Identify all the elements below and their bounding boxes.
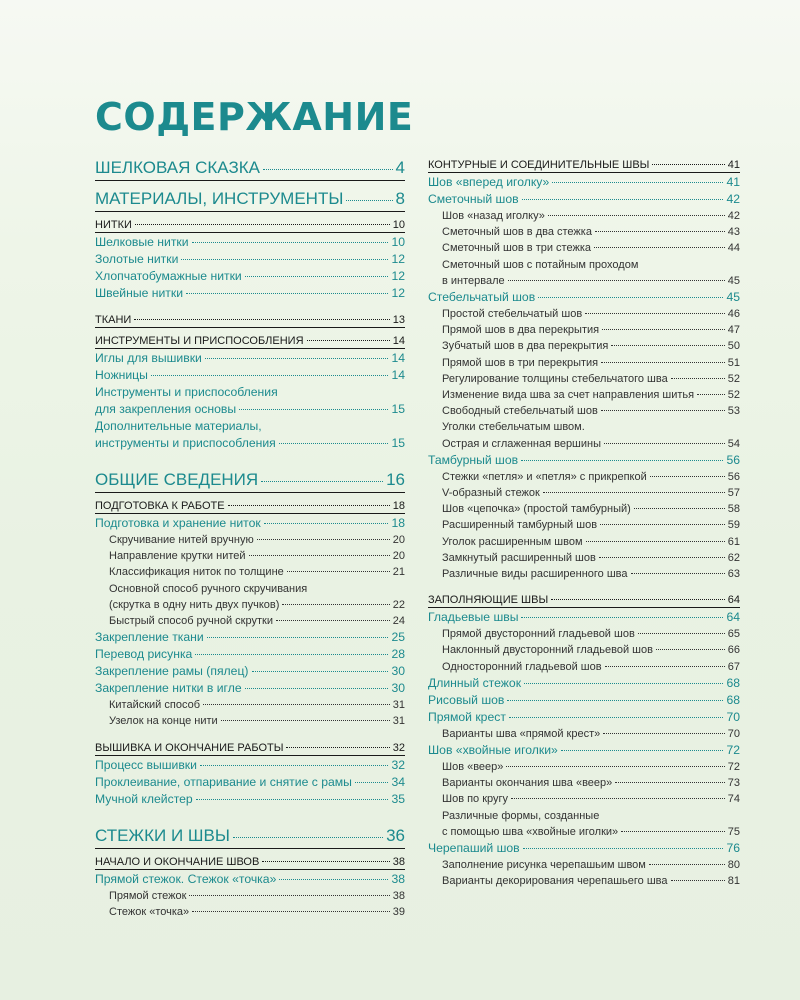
toc-item[interactable] xyxy=(428,257,740,289)
toc-item[interactable] xyxy=(428,566,740,582)
toc-item[interactable] xyxy=(428,338,740,354)
toc-label: Сметочный шов в два стежка xyxy=(442,226,592,239)
toc-label: ТКАНИ xyxy=(95,314,132,326)
toc-item[interactable] xyxy=(428,808,740,840)
toc-page: 64 xyxy=(727,594,740,607)
toc-subsection[interactable] xyxy=(95,285,405,302)
toc-label: Скручивание нитей вручную xyxy=(109,534,254,546)
toc-label: Шов «веер» xyxy=(442,761,504,774)
page-title: СОДЕРЖАНИЕ xyxy=(95,95,414,139)
toc-subsection[interactable] xyxy=(95,367,405,384)
toc-item[interactable] xyxy=(95,713,405,729)
toc-item[interactable] xyxy=(428,419,740,451)
toc-label: Хлопчатобумажные нитки xyxy=(95,269,242,283)
toc-page: 10 xyxy=(391,235,405,249)
toc-section[interactable] xyxy=(95,468,405,493)
toc-subsection[interactable] xyxy=(95,251,405,268)
toc-page: 35 xyxy=(391,791,405,806)
toc-page: 10 xyxy=(392,219,405,231)
toc-page: 31 xyxy=(392,715,405,728)
toc-item[interactable] xyxy=(428,240,740,256)
toc-label: Ножницы xyxy=(95,368,148,382)
toc-page: 41 xyxy=(727,159,740,171)
toc-item[interactable] xyxy=(428,355,740,371)
toc-subsection[interactable] xyxy=(428,709,740,726)
toc-subsection[interactable] xyxy=(95,268,405,285)
toc-page: 52 xyxy=(727,389,740,402)
toc-item[interactable] xyxy=(428,775,740,791)
toc-label: Стежок «точка» xyxy=(109,905,190,918)
toc-page: 62 xyxy=(727,551,740,564)
toc-label: Золотые нитки xyxy=(95,252,179,266)
toc-page: 38 xyxy=(392,889,405,902)
toc-page: 44 xyxy=(727,242,740,255)
toc-page: 81 xyxy=(727,875,740,888)
toc-label: Стебельчатый шов xyxy=(428,290,536,305)
toc-label: Стежки «петля» и «петля» с прикрепкой xyxy=(442,470,647,483)
toc-label: Быстрый способ ручной скрутки xyxy=(109,615,273,628)
toc-subsection[interactable] xyxy=(95,871,405,888)
toc-item[interactable] xyxy=(95,613,405,629)
toc-section[interactable] xyxy=(95,187,405,212)
toc-label: Направление крутки нитей xyxy=(109,550,246,563)
toc-label: Иглы для вышивки xyxy=(95,351,202,365)
toc-label: Уголок расширенным швом xyxy=(442,535,583,548)
toc-page: 15 xyxy=(391,436,405,450)
toc-subsection[interactable] xyxy=(95,234,405,251)
toc-label: с помощью шва «хвойные иголки» xyxy=(442,825,619,838)
toc-label: Острая и сглаженная вершины xyxy=(442,437,602,450)
toc-label: ИНСТРУМЕНТЫ И ПРИСПОСОБЛЕНИЯ xyxy=(95,335,304,347)
toc-page: 47 xyxy=(727,324,740,337)
toc-item[interactable] xyxy=(95,697,405,713)
toc-page: 58 xyxy=(727,503,740,516)
toc-page: 25 xyxy=(391,630,405,645)
toc-label: инструменты и приспособления xyxy=(95,436,276,450)
toc-page: 14 xyxy=(391,368,405,382)
toc-page: 12 xyxy=(391,252,405,266)
toc-label: ШЕЛКОВАЯ СКАЗКА xyxy=(95,158,260,177)
toc-page: 13 xyxy=(392,314,405,326)
toc-subsection[interactable] xyxy=(95,680,405,697)
toc-label: КОНТУРНЫЕ И СОЕДИНИТЕЛЬНЫЕ ШВЫ xyxy=(428,159,650,171)
toc-item[interactable] xyxy=(428,759,740,775)
toc-page: 30 xyxy=(391,664,405,679)
toc-page: 68 xyxy=(726,675,740,690)
toc-label: (скрутка в одну нить двух пучков) xyxy=(109,598,280,611)
toc-page: 41 xyxy=(726,175,740,189)
toc-page: 74 xyxy=(727,793,740,806)
toc-item[interactable] xyxy=(428,517,740,533)
toc-label: Различные виды расширенного шва xyxy=(442,568,628,581)
toc-subsection[interactable] xyxy=(428,675,740,692)
toc-label: Уголки стебельчатым швом. xyxy=(442,421,585,434)
toc-item[interactable] xyxy=(428,485,740,501)
toc-label: ЗАПОЛНЯЮЩИЕ ШВЫ xyxy=(428,594,549,607)
toc-subsection[interactable] xyxy=(95,629,405,646)
toc-label: V-образный стежок xyxy=(442,487,540,500)
toc-label: Проклеивание, отпаривание и снятие с рамы xyxy=(95,774,352,789)
toc-label: Дополнительные материалы, xyxy=(95,419,262,433)
toc-page: 63 xyxy=(727,568,740,581)
toc-page: 32 xyxy=(392,741,405,754)
toc-item[interactable] xyxy=(95,564,405,580)
toc-item[interactable] xyxy=(428,501,740,517)
toc-subsection[interactable] xyxy=(428,692,740,709)
toc-page: 51 xyxy=(727,356,740,369)
toc-label: Шов «цепочка» (простой тамбурный) xyxy=(442,503,631,516)
toc-page: 56 xyxy=(727,470,740,483)
toc-page: 43 xyxy=(727,226,740,239)
toc-item[interactable] xyxy=(95,904,405,920)
toc-page: 32 xyxy=(391,757,405,772)
toc-page: 16 xyxy=(386,470,405,489)
toc-page: 42 xyxy=(727,210,740,222)
toc-item[interactable] xyxy=(428,322,740,338)
toc-page: 66 xyxy=(727,644,740,657)
toc-label: Варианты шва «прямой крест» xyxy=(442,727,601,740)
toc-page: 80 xyxy=(727,859,740,872)
toc-label: Инструменты и приспособления xyxy=(95,385,278,399)
toc-page: 20 xyxy=(392,550,405,563)
toc-label: Шов по кругу xyxy=(442,793,509,806)
toc-page: 65 xyxy=(727,628,740,641)
toc-page: 52 xyxy=(727,372,740,385)
toc-label: СТЕЖКИ И ШВЫ xyxy=(95,825,230,845)
toc-subsection[interactable] xyxy=(428,191,740,208)
toc-label: Перевод рисунка xyxy=(95,647,193,662)
toc-page: 18 xyxy=(392,500,405,512)
toc-item[interactable] xyxy=(428,726,740,742)
toc-page: 70 xyxy=(727,727,740,740)
toc-page: 15 xyxy=(391,402,405,416)
toc-left-column xyxy=(95,156,405,920)
toc-page: 12 xyxy=(391,286,405,300)
toc-section[interactable] xyxy=(95,156,405,181)
toc-page: 76 xyxy=(726,841,740,856)
toc-label: Основной способ ручного скручивания xyxy=(109,582,308,595)
toc-subsection[interactable] xyxy=(95,663,405,680)
toc-page: 28 xyxy=(391,647,405,662)
toc-subsection[interactable] xyxy=(95,774,405,791)
toc-page: 64 xyxy=(726,610,740,625)
toc-item[interactable] xyxy=(428,208,740,224)
toc-label: Длинный стежок xyxy=(428,675,522,690)
toc-page: 56 xyxy=(726,452,740,467)
toc-label: Различные формы, созданные xyxy=(442,809,600,822)
toc-item[interactable] xyxy=(428,642,740,658)
toc-page: 45 xyxy=(727,274,740,287)
toc-label: Процесс вышивки xyxy=(95,757,197,772)
toc-label: Черепаший шов xyxy=(428,841,520,856)
toc-item[interactable] xyxy=(428,873,740,889)
toc-label: Тамбурный шов xyxy=(428,452,519,467)
toc-page: 53 xyxy=(727,405,740,418)
toc-label: НАЧАЛО И ОКОНЧАНИЕ ШВОВ xyxy=(95,855,260,868)
toc-label: Рисовый шов xyxy=(428,692,505,707)
toc-label: Узелок на конце нити xyxy=(109,715,218,728)
toc-page: 59 xyxy=(727,519,740,532)
toc-group[interactable] xyxy=(95,216,405,233)
toc-label: Гладьевые швы xyxy=(428,610,519,625)
toc-page: 54 xyxy=(727,437,740,450)
toc-label: Прямой шов в три перекрытия xyxy=(442,356,599,369)
toc-label: Закрепление нитки в игле xyxy=(95,681,242,696)
toc-label: Шов «назад иголку» xyxy=(442,210,545,222)
toc-group[interactable] xyxy=(95,739,405,756)
toc-label: Подготовка и хранение ниток xyxy=(95,516,261,530)
toc-page: 39 xyxy=(392,905,405,918)
toc-subsection[interactable] xyxy=(95,757,405,774)
toc-page: 50 xyxy=(727,340,740,353)
toc-item[interactable] xyxy=(428,791,740,807)
toc-label: Свободный стебельчатый шов xyxy=(442,405,598,418)
toc-label: Замкнутый расширенный шов xyxy=(442,551,596,564)
toc-label: Варианты окончания шва «веер» xyxy=(442,777,613,790)
toc-label: Шов «вперед иголку» xyxy=(428,175,550,189)
toc-label: МАТЕРИАЛЫ, ИНСТРУМЕНТЫ xyxy=(95,189,344,208)
toc-label: Изменение вида шва за счет направления шитья xyxy=(442,389,695,402)
toc-group[interactable] xyxy=(95,853,405,870)
toc-item[interactable] xyxy=(428,626,740,642)
toc-page: 34 xyxy=(391,774,405,789)
toc-label: Швейные нитки xyxy=(95,286,184,300)
toc-item[interactable] xyxy=(428,534,740,550)
toc-page: 75 xyxy=(727,825,740,838)
toc-section[interactable] xyxy=(95,824,405,849)
toc-subsection[interactable] xyxy=(428,609,740,626)
toc-subsection[interactable] xyxy=(95,418,405,452)
toc-subsection[interactable] xyxy=(95,350,405,367)
toc-item[interactable] xyxy=(428,387,740,403)
toc-item[interactable] xyxy=(95,888,405,904)
toc-page: 68 xyxy=(726,692,740,707)
toc-label: Сметочный шов в три стежка xyxy=(442,242,591,255)
toc-page: 36 xyxy=(386,825,405,845)
toc-label: Прямой стежок. Стежок «точка» xyxy=(95,871,277,886)
toc-group[interactable] xyxy=(95,332,405,349)
toc-page: 22 xyxy=(392,598,405,611)
toc-label: Сметочный шов xyxy=(428,192,519,206)
toc-group[interactable] xyxy=(95,311,405,328)
toc-subsection[interactable] xyxy=(428,174,740,191)
toc-item[interactable] xyxy=(428,224,740,240)
toc-label: Прямой крест xyxy=(428,709,506,724)
toc-label: Односторонний гладьевой шов xyxy=(442,660,602,673)
toc-label: Шов «хвойные иголки» xyxy=(428,743,558,758)
toc-item[interactable] xyxy=(428,659,740,675)
toc-label: Мучной клейстер xyxy=(95,791,193,806)
toc-item[interactable] xyxy=(428,550,740,566)
toc-group[interactable] xyxy=(95,497,405,514)
toc-page: 45 xyxy=(726,290,740,305)
toc-item[interactable] xyxy=(95,532,405,548)
toc-page: 72 xyxy=(727,761,740,774)
toc-item[interactable] xyxy=(428,403,740,419)
toc-page: 42 xyxy=(726,192,740,206)
toc-label: Прямой шов в два перекрытия xyxy=(442,324,600,337)
toc-label: Шелковые нитки xyxy=(95,235,189,249)
toc-page: 31 xyxy=(392,699,405,712)
toc-label: НИТКИ xyxy=(95,219,132,231)
toc-page: 67 xyxy=(727,660,740,673)
toc-page: 46 xyxy=(727,308,740,321)
toc-label: Классификация ниток по толщине xyxy=(109,566,284,579)
toc-label: Простой стебельчатый шов xyxy=(442,308,583,321)
toc-label: Закрепление рамы (пялец) xyxy=(95,664,249,679)
toc-subsection[interactable] xyxy=(95,515,405,532)
toc-subsection[interactable] xyxy=(428,840,740,857)
toc-group[interactable] xyxy=(428,156,740,173)
toc-label: для закрепления основы xyxy=(95,402,237,416)
toc-item[interactable] xyxy=(428,857,740,873)
toc-page: 38 xyxy=(391,871,405,886)
toc-item[interactable] xyxy=(428,306,740,322)
toc-page: 57 xyxy=(727,487,740,500)
toc-page: 21 xyxy=(392,566,405,579)
toc-label: Зубчатый шов в два перекрытия xyxy=(442,340,609,353)
toc-page: 18 xyxy=(391,516,405,530)
toc-item[interactable] xyxy=(95,581,405,613)
toc-label: Варианты декорирования черепашьего шва xyxy=(442,875,668,888)
toc-page: 24 xyxy=(392,615,405,628)
toc-group[interactable] xyxy=(428,591,740,608)
toc-label: Прямой двусторонний гладьевой шов xyxy=(442,628,635,641)
toc-label: ВЫШИВКА И ОКОНЧАНИЕ РАБОТЫ xyxy=(95,741,284,754)
toc-page: 20 xyxy=(392,534,405,546)
toc-label: Заполнение рисунка черепашьим швом xyxy=(442,859,646,872)
toc-page: 8 xyxy=(395,189,405,208)
toc-label: Расширенный тамбурный шов xyxy=(442,519,598,532)
toc-item[interactable] xyxy=(95,548,405,564)
toc-label: Наклонный двусторонний гладьевой шов xyxy=(442,644,653,657)
toc-page: 14 xyxy=(391,351,405,365)
toc-label: Регулирование толщины стебельчатого шва xyxy=(442,372,668,385)
toc-label: Сметочный шов с потайным проходом xyxy=(442,258,639,271)
toc-item[interactable] xyxy=(428,371,740,387)
toc-subsection[interactable] xyxy=(428,452,740,469)
toc-page: 73 xyxy=(727,777,740,790)
toc-subsection[interactable] xyxy=(428,289,740,306)
toc-item[interactable] xyxy=(428,469,740,485)
toc-label: в интервале xyxy=(442,274,505,287)
toc-page: 12 xyxy=(391,269,405,283)
toc-page: 61 xyxy=(727,535,740,548)
toc-page: 72 xyxy=(726,743,740,758)
toc-right-column xyxy=(428,156,740,890)
toc-label: ПОДГОТОВКА К РАБОТЕ xyxy=(95,500,225,512)
toc-page: 14 xyxy=(392,335,405,347)
toc-subsection[interactable] xyxy=(95,791,405,808)
toc-page: 30 xyxy=(391,681,405,696)
toc-label: Закрепление ткани xyxy=(95,630,204,645)
toc-subsection[interactable] xyxy=(428,742,740,759)
toc-label: ОБЩИЕ СВЕДЕНИЯ xyxy=(95,470,259,489)
toc-label: Китайский способ xyxy=(109,699,201,712)
toc-page: 70 xyxy=(726,709,740,724)
toc-label: Прямой стежок xyxy=(109,889,187,902)
toc-subsection[interactable] xyxy=(95,384,405,418)
toc-page: 38 xyxy=(392,855,405,868)
toc-subsection[interactable] xyxy=(95,646,405,663)
toc-page: 4 xyxy=(395,158,405,177)
